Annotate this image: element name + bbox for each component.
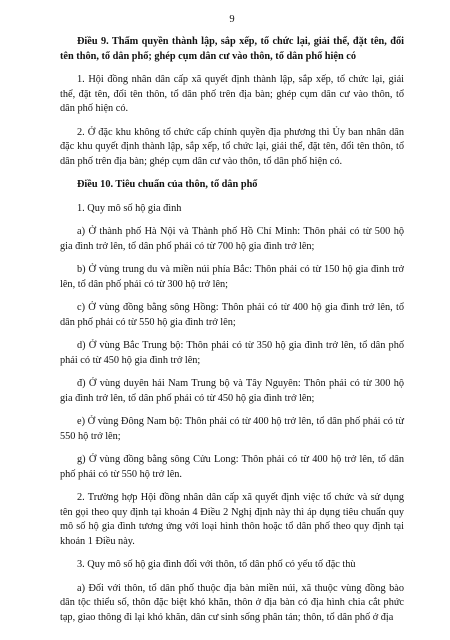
article-10-item-2: 2. Trường hợp Hội đồng nhân dân cấp xã quyết định việc tổ chức và sử dụng tên gọi theo quy định tại khoản 4 Điều 2 Nghị định này thì áp dụng tiêu chuẩn quy mô số hộ gia đình tương ứng với loại hình thôn hoặc tổ dân phố theo quy định tại khoản 1 Điều này.: [60, 492, 404, 547]
article-10-item-1c: c) Ở vùng đồng bằng sông Hồng: Thôn phải có từ 400 hộ gia đình trở lên, tổ dân phố phải có từ 550 hộ gia đình trở lên;: [60, 302, 404, 328]
article-10-item-1dd: đ) Ở vùng duyên hải Nam Trung bộ và Tây Nguyên: Thôn phải có từ 300 hộ gia đình trở lên, tổ dân phố phải có từ 450 hộ gia đình trở lên;: [60, 378, 404, 404]
article-10-item-3: 3. Quy mô số hộ gia đình đối với thôn, tổ dân phố có yếu tố đặc thù: [77, 559, 356, 570]
article-10-item-1a: a) Ở thành phố Hà Nội và Thành phố Hồ Chí Minh: Thôn phải có từ 500 hộ gia đình trở lên, tổ dân phố phải có từ 700 hộ gia đình trở lên;: [60, 226, 404, 252]
page-number: 9: [229, 14, 235, 25]
article-10-item-1g: g) Ở vùng đồng bằng sông Cửu Long: Thôn phải có từ 400 hộ trở lên, tổ dân phố phải có từ 550 hộ trở lên.: [60, 454, 404, 480]
article-10-item-1b: b) Ở vùng trung du và miền núi phía Bắc: Thôn phải có từ 150 hộ gia đình trở lên, tổ dân phố phải có từ 300 hộ trở lên;: [60, 264, 404, 290]
article-9-paragraph-2: 2. Ở đặc khu không tổ chức cấp chính quyền địa phương thì Ủy ban nhân dân đặc khu quyết định thành lập, sắp xếp, tổ chức lại, giải thể, đặt tên, đổi tên thôn, tổ dân phố trên địa bàn; ghép cụm dân cư vào thôn, tổ dân phố hiện có.: [60, 126, 404, 167]
article-10-item-1d: d) Ở vùng Bắc Trung bộ: Thôn phải có từ 350 hộ gia đình trở lên, tổ dân phố phải có từ 450 hộ gia đình trở lên;: [60, 340, 404, 366]
article-10-item-3a: a) Đối với thôn, tổ dân phố thuộc địa bàn miền núi, xã thuộc vùng đồng bào dân tộc thiểu số, thôn đặc biệt khó khăn, thôn ở địa bàn có địa hình chia cắt phức tạp, giao thông đi lại khó khăn, dân cư sinh sống phân tán; thôn, tổ dân phố ở địa: [60, 582, 404, 623]
article-10-heading: Điều 10. Tiêu chuẩn của thôn, tổ dân phố: [77, 179, 258, 190]
article-10-item-1e: e) Ở vùng Đông Nam bộ: Thôn phải có từ 400 hộ trở lên, tổ dân phố phải có từ 550 hộ trở lên;: [60, 416, 404, 442]
article-10-item-1: 1. Quy mô số hộ gia đình: [77, 202, 182, 214]
article-9-paragraph-1: 1. Hội đồng nhân dân cấp xã quyết định thành lập, sắp xếp, tổ chức lại, giải thể, đặt tên, đổi tên thôn, tổ dân phố trên địa bàn; ghép cụm dân cư vào thôn, tổ dân phố hiện có.: [60, 74, 404, 114]
article-9-heading: Điều 9. Thẩm quyền thành lập, sắp xếp, tổ chức lại, giải thể, đặt tên, đổi tên thôn, tổ dân phố; ghép cụm dân cư vào thôn, tổ dân phố hiện có: [60, 36, 404, 62]
